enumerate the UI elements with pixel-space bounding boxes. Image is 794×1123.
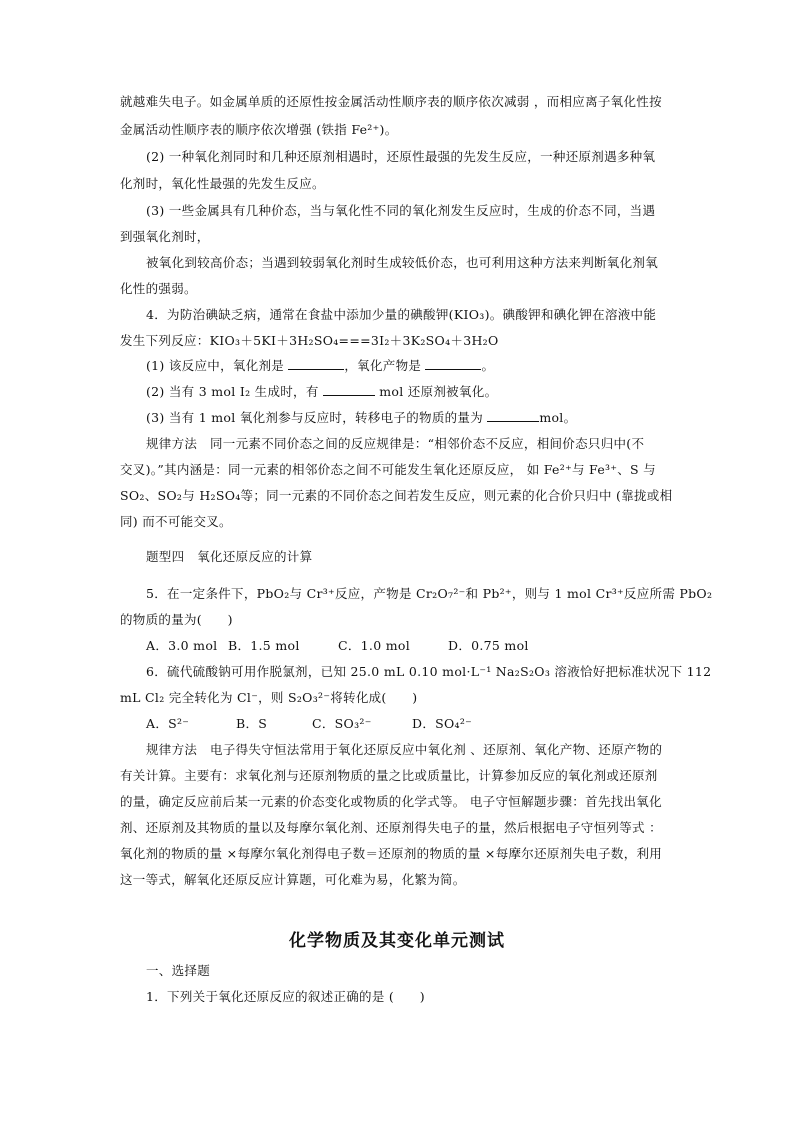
option-c[interactable]: C．SO₃²⁻ <box>312 716 372 731</box>
question-4-stem: 4．为防治碘缺乏病，通常在食盐中添加少量的碘酸钾(KIO₃)。碘酸钾和碘化钾在溶液中能 <box>146 307 657 322</box>
option-d[interactable]: D．SO₄²⁻ <box>412 716 473 731</box>
rule-text: 交叉)。”其内涵是：同一元素的相邻价态之间不可能发生氧化还原反应， 如 Fe²⁺与 Fe³⁺、S 与 <box>120 462 656 477</box>
q4-part1-text: (1) 该反应中，氧化剂是 <box>146 358 285 373</box>
q4-part1-text-c: 。 <box>481 358 495 373</box>
q4-part3-text: (3) 当有 1 mol 氧化剂参与反应时，转移电子的物质的量为 <box>146 410 488 425</box>
section-subtitle: 题型四 氧化还原反应的计算 <box>146 549 313 564</box>
text-line: 被氧化到较高价态；当遇到较弱氧化剂时生成较低价态，也可利用这种方法来判断氧化剂氧 <box>146 255 659 270</box>
answer-blank[interactable] <box>425 357 481 370</box>
rule-text: 同) 而不可能交叉。 <box>120 514 232 529</box>
question-6-stem: 6．硫代硫酸钠可用作脱氯剂，已知 25.0 mL 0.10 mol·L⁻¹ Na₂S₂O₃ 溶液恰好把标准状况下 112 <box>146 664 712 679</box>
question-4-part-3 <box>146 409 706 427</box>
rule-text: 氧化剂的物质的量 ×每摩尔氧化剂得电子数＝还原剂的物质的量 ×每摩尔还原剂失电子数，利用 <box>120 846 663 861</box>
rule-text: 的量，确定反应前后某一元素的价态变化或物质的化学式等。 电子守恒解题步骤：首先找出氧化 <box>120 794 662 809</box>
option-b[interactable]: B．1.5 mol <box>228 638 300 653</box>
question-5-options <box>146 637 706 655</box>
option-b[interactable]: B．S <box>236 716 268 731</box>
option-a[interactable]: A．S²⁻ <box>146 716 190 731</box>
answer-blank[interactable] <box>288 357 344 370</box>
q4-part2-text: (2) 当有 3 mol I₂ 生成时，有 <box>146 384 319 399</box>
text-line: 化剂时，氧化性最强的先发生反应。 <box>120 176 325 191</box>
question-5-stem: 5．在一定条件下，PbO₂与 Cr³⁺反应，产物是 Cr₂O₇²⁻和 Pb²⁺，则与 1 mol Cr³⁺反应所需 PbO₂ <box>146 586 713 601</box>
reaction-equation: 发生下列反应：KIO₃＋5KI＋3H₂SO₄===3I₂＋3K₂SO₄＋3H₂O <box>120 333 499 348</box>
rule-text: 规律方法 同一元素不同价态之间的反应规律是：“相邻价态不反应，相间价态只归中(不 <box>146 436 645 451</box>
rule-text: 这一等式，解氧化还原反应计算题，可化难为易，化繁为简。 <box>120 872 466 887</box>
text-line: 到强氧化剂时， <box>120 229 210 244</box>
rule-text: 有关计算。主要有：求氧化剂与还原剂物质的量之比或质量比，计算参加反应的氧化剂或还原剂 <box>120 768 658 783</box>
unit-test-title: 化学物质及其变化单元测试 <box>289 931 505 951</box>
option-a[interactable]: A．3.0 mol <box>146 638 218 653</box>
q4-part1-text-b: ，氧化产物是 <box>344 358 422 373</box>
option-c[interactable]: C．1.0 mol <box>338 638 410 653</box>
option-d[interactable]: D．0.75 mol <box>448 638 529 653</box>
text-line: (3) 一些金属具有几种价态，当与氧化性不同的氧化剂发生反应时，生成的价态不同，当遇 <box>146 203 656 218</box>
question-4-part-2 <box>146 383 706 401</box>
question-4-part-1 <box>146 357 706 375</box>
text-line: (2) 一种氧化剂同时和几种还原剂相遇时，还原性最强的先发生反应，一种还原剂遇多种氧 <box>146 149 656 164</box>
text-line: 金属活动性顺序表的顺序依次增强 (铁指 Fe²⁺)。 <box>120 122 398 137</box>
question-5-stem: 的物质的量为( ) <box>120 612 233 627</box>
rule-text: 剂、还原剂及其物质的量以及每摩尔氧化剂、还原剂得失电子的量，然后根据电子守恒列等式 ： <box>120 820 662 835</box>
q4-part2-text-b: mol 还原剂被氧化。 <box>379 384 498 399</box>
question-6-options <box>146 715 706 733</box>
text-line: 就越难失电子。如金属单质的还原性按金属活动性顺序表的顺序依次减弱 ，而相应离子氧化性按 <box>120 94 662 109</box>
question-1-stem: 1．下列关于氧化还原反应的叙述正确的是 ( ) <box>146 989 425 1004</box>
text-line: 化性的强弱。 <box>120 281 197 296</box>
rule-text: 规律方法 电子得失守恒法常用于氧化还原反应中氧化剂 、还原剂、氧化产物、还原产物的 <box>146 742 663 757</box>
q4-part3-text-b: mol。 <box>539 410 577 425</box>
answer-blank[interactable] <box>487 409 539 422</box>
rule-text: SO₂、SO₂与 H₂SO₄等；同一元素的不同价态之间若发生反应，则元素的化合价只归中 (靠拢或相 <box>120 488 673 503</box>
answer-blank[interactable] <box>323 383 375 396</box>
question-6-stem: mL Cl₂ 完全转化为 Cl⁻，则 S₂O₃²⁻将转化成( ) <box>120 690 418 705</box>
section-heading: 一、选择题 <box>146 963 211 978</box>
